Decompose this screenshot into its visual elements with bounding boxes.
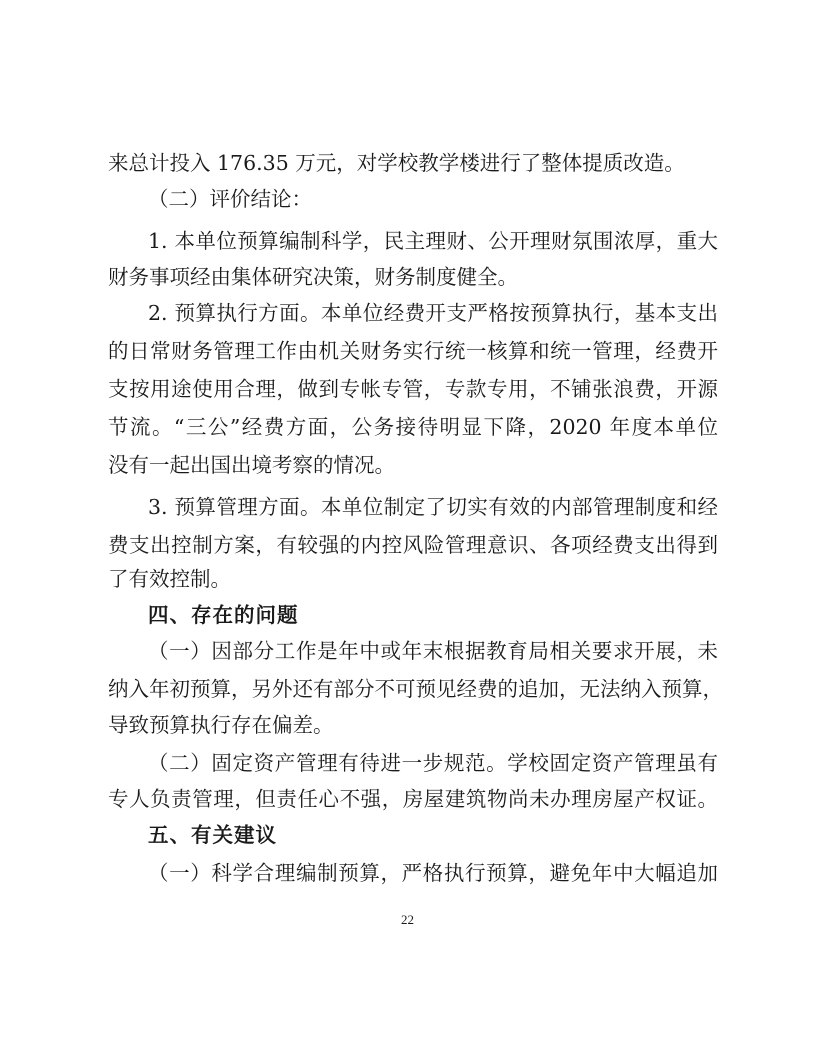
body-line: 节流。“三公”经费方面，公务接待明显下降，2020 年度本单位: [108, 415, 718, 439]
body-line: （一）因部分工作是年中或年末根据教育局相关要求开展，未: [148, 639, 718, 663]
body-line: （一）科学合理编制预算，严格执行预算，避免年中大幅追加: [148, 861, 718, 885]
body-line: 专人负责管理，但责任心不强，房屋建筑物尚未办理房屋产权证。: [108, 787, 718, 811]
section-subheading: （二）评价结论：: [148, 187, 312, 211]
section-heading: 四、存在的问题: [148, 603, 299, 627]
body-line: 3. 预算管理方面。本单位制定了切实有效的内部管理制度和经: [148, 495, 718, 519]
body-line: 纳入年初预算，另外还有部分不可预见经费的追加，无法纳入预算，: [108, 677, 723, 701]
body-line: 财务事项经由集体研究决策，财务制度健全。: [108, 265, 518, 289]
body-line: 了有效控制。: [108, 567, 231, 591]
body-line: 支按用途使用合理，做到专帐专管，专款专用，不铺张浪费，开源: [108, 377, 718, 401]
body-line: 来总计投入 176.35 万元，对学校教学楼进行了整体提质改造。: [108, 151, 685, 175]
body-line: 费支出控制方案，有较强的内控风险管理意识、各项经费支出得到: [108, 533, 718, 557]
body-line: （二）固定资产管理有待进一步规范。学校固定资产管理虽有: [148, 751, 718, 775]
page-number: 22: [401, 912, 414, 927]
body-line: 1. 本单位预算编制科学，民主理财、公开理财氛围浓厚，重大: [148, 229, 718, 253]
body-line: 没有一起出国出境考察的情况。: [108, 453, 395, 477]
body-line: 2. 预算执行方面。本单位经费开支严格按预算执行，基本支出: [148, 301, 718, 325]
body-line: 导致预算执行存在偏差。: [108, 713, 334, 737]
section-heading: 五、有关建议: [148, 823, 277, 847]
body-line: 的日常财务管理工作由机关财务实行统一核算和统一管理，经费开: [108, 339, 718, 363]
